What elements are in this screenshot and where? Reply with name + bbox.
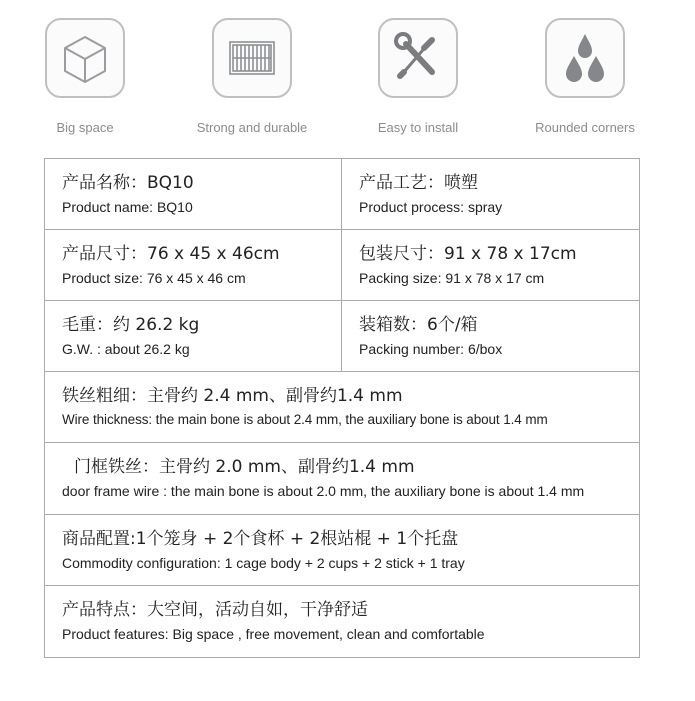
- spec-packing-size: 包装尺寸：91 x 78 x 17cm Packing size: 91 x 78 x 17 cm: [342, 230, 640, 301]
- spec-product-process: 产品工艺：喷塑 Product process: spray: [342, 159, 640, 230]
- spec-product-features: 产品特点：大空间，活动自如，干净舒适 Product features: Big space , free movement, clean and comfortable: [45, 586, 640, 658]
- drops-icon: [545, 18, 625, 98]
- spec-door-frame-wire: 门框铁丝：主骨约 2.0 mm、副骨约1.4 mm door frame wire : the main bone is about 2.0 mm, the auxiliary bone is about 1.4 mm: [45, 443, 640, 515]
- table-row: [45, 515, 640, 586]
- feature-label: Big space: [56, 120, 114, 135]
- feature-label: Easy to install: [377, 120, 459, 135]
- feature-strong-durable: [182, 18, 322, 135]
- feature-label: Rounded corners: [535, 120, 635, 135]
- spec-product-size: 产品尺寸：76 x 45 x 46cm Product size: 76 x 45 x 46 cm: [45, 230, 342, 301]
- table-row: [45, 443, 640, 515]
- cube-icon: [45, 18, 125, 98]
- spec-packing-number: 装箱数：6个/箱 Packing number: 6/box: [342, 301, 640, 372]
- tools-icon: [378, 18, 458, 98]
- table-row: [45, 586, 640, 658]
- grid-icon: [212, 18, 292, 98]
- spec-gross-weight: 毛重：约 26.2 kg G.W. : about 26.2 kg: [45, 301, 342, 372]
- table-row: [45, 301, 640, 372]
- table-row: [45, 230, 640, 301]
- spec-table: [44, 158, 640, 658]
- spec-commodity-configuration: 商品配置:1个笼身 + 2个食杯 + 2根站棍 + 1个托盘 Commodity configuration: 1 cage body + 2 cups + 2 stick + 1 tray: [45, 515, 640, 586]
- spec-wire-thickness: 铁丝粗细：主骨约 2.4 mm、副骨约1.4 mm Wire thickness: the main bone is about 2.4 mm, the auxiliary bone is about 1.4 mm: [45, 372, 640, 443]
- feature-big-space: [15, 18, 155, 135]
- table-row: [45, 159, 640, 230]
- spec-product-name: 产品名称：BQ10 Product name: BQ10: [45, 159, 342, 230]
- feature-icons-row: [0, 0, 695, 150]
- feature-rounded-corners: [515, 18, 655, 135]
- feature-easy-install: [348, 18, 488, 135]
- table-row: [45, 372, 640, 443]
- feature-label: Strong and durable: [196, 120, 308, 135]
